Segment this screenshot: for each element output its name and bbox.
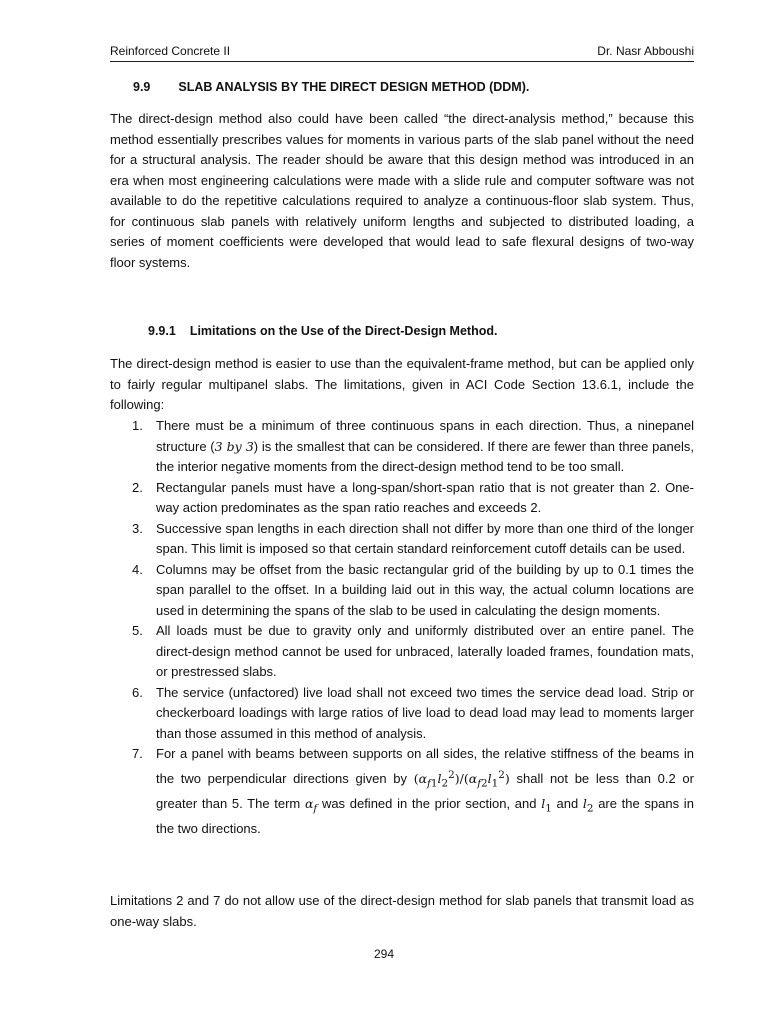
- header-author: Dr. Nasr Abboushi: [597, 44, 694, 58]
- list-item: 2. Rectangular panels must have a long-span/short-span ratio that is not greater than 2. One-way action predominates as the span ratio reaches and exceeds 2.: [132, 479, 694, 515]
- header-course-title: Reinforced Concrete II: [110, 44, 231, 58]
- closing-paragraph: Limitations 2 and 7 do not allow use of the direct-design method for slab panels that transmit load as one-way slabs.: [110, 893, 694, 929]
- section-intro-paragraph: The direct-design method also could have been called “the direct-analysis method,” because this method essentially prescribes values for moments in various parts of the slab panel without the need for a structural analysis. The reader should be aware that this design method was introduced in an era when most engineering calculations were made with a slide rule and computer software was not available to do the repetitive calculations required to analyze a continuous-floor slab system. Thus, for continuous slab panels with relatively uniform lengths and subjected to distributed loading, a series of moment coefficients were developed that would lead to safe flexural designs of two-way floor systems.: [110, 111, 694, 270]
- list-item: 4. Columns may be offset from the basic rectangular grid of the building by up to 0.1 times the span parallel to the offset. In a building laid out in this way, the actual column locations are used in determining the spans of the slab to be used in calculating the design moments.: [132, 561, 694, 618]
- list-item: 6. The service (unfactored) live load shall not exceed two times the service dead load. Strip or checkerboard loadings with large ratios of live load to dead load may lead to moments larger than those assumed in this method of analysis.: [132, 684, 694, 741]
- math-3-by-3: 3 by 3: [214, 438, 254, 454]
- list-item: 1. There must be a minimum of three continuous spans in each direction. Thus, a ninepanel structure (3 by 3) is the smallest that can be considered. If there are fewer than three panels, the interior negative moments from the direct-design method tend to be too small.: [132, 418, 695, 474]
- page-header: [110, 44, 694, 62]
- list-item: 7. For a panel with beams between supports on all sides, the relative stiffness of the beams in the two perpendicular directions given by $(\alpha_{f1}l_2^2)/(\alpha_{f2}l_1^2)$ shall not be less than 0.2 or greater than 5. The term $\alpha_f$ was defined in the prior section, and $l_1$ and $l_2$ are the spans in the two directions.: [132, 746, 694, 836]
- list-item: 5. All loads must be due to gravity only and uniformly distributed over an entire panel. The direct-design method cannot be used for unbraced, laterally loaded frames, foundation mats, or prestressed slabs.: [132, 623, 694, 679]
- page-number: 294: [373, 947, 395, 961]
- subsection-heading: [148, 324, 497, 338]
- section-heading: [133, 80, 529, 94]
- subsection-intro-paragraph: The direct-design method is easier to use than the equivalent-frame method, but can be applied only to fairly regular multipanel slabs. The limitations, given in ACI Code Section 13.6.1, include the following:: [110, 356, 694, 412]
- limitations-list: [110, 416, 694, 839]
- math-alpha-f: $\alpha_f$: [304, 795, 318, 815]
- list-item: 3. Successive span lengths in each direction shall not differ by more than one third of the longer span. This limit is imposed so that certain standard reinforcement cutoff details can be used.: [132, 520, 694, 556]
- math-stiffness-ratio: $(\alpha_{f1}l_2^2)/(\alpha_{f2}l_1^2)$: [413, 768, 510, 790]
- subsection-number: 9.9.1: [148, 324, 176, 338]
- subsection-title: Limitations on the Use of the Direct-Design Method.: [189, 324, 498, 338]
- section-number: 9.9: [133, 80, 151, 94]
- section-title: SLAB ANALYSIS BY THE DIRECT DESIGN METHOD (DDM).: [178, 80, 530, 94]
- math-l1: $l_1$: [541, 795, 552, 815]
- math-l2: $l_2$: [582, 795, 594, 815]
